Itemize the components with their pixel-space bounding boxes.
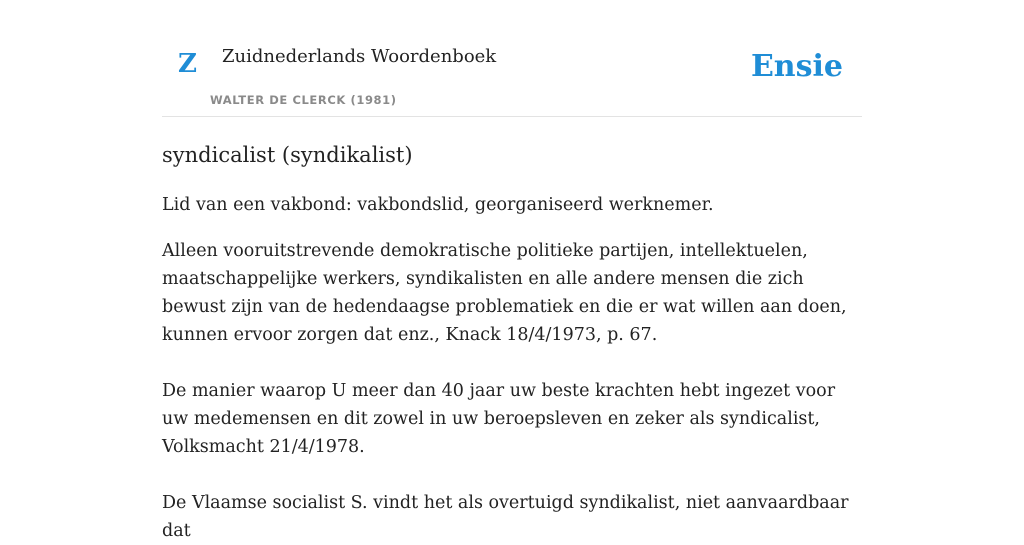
quote-item: De Vlaamse socialist S. vindt het als overtuigd syndikalist, niet aanvaardbaar dat — [162, 493, 849, 542]
header — [162, 0, 862, 117]
entry-definition: Lid van een vakbond: vakbondslid, georganiseerd werknemer. — [162, 195, 714, 216]
source-title[interactable]: Zuidnederlands Woordenboek — [222, 46, 497, 67]
source-logo[interactable]: Z — [178, 49, 197, 79]
source-author: WALTER DE CLERCK (1981) — [210, 93, 397, 107]
quote-item: De manier waarop U meer dan 40 jaar uw beste krachten hebt ingezet voor uw medemensen en dit zowel in uw beroepsleven en zeker als syndicalist, Volksmacht 21/4/1978. — [162, 381, 836, 458]
quote-item: Alleen vooruitstrevende demokratische politieke partijen, intellektuelen, maatschappelijke werkers, syndikalisten en alle andere mensen die zich bewust zijn van de hedendaagse problematiek en die er wat willen aan doen, kunnen ervoor zorgen dat enz., Knack 18/4/1973, p. 67. — [162, 241, 847, 346]
entry-content — [162, 142, 862, 545]
brand-logo[interactable]: Ensie — [750, 49, 843, 84]
quote-list — [162, 237, 862, 545]
page — [162, 0, 862, 545]
entry-title: syndicalist (syndikalist) — [162, 143, 413, 167]
